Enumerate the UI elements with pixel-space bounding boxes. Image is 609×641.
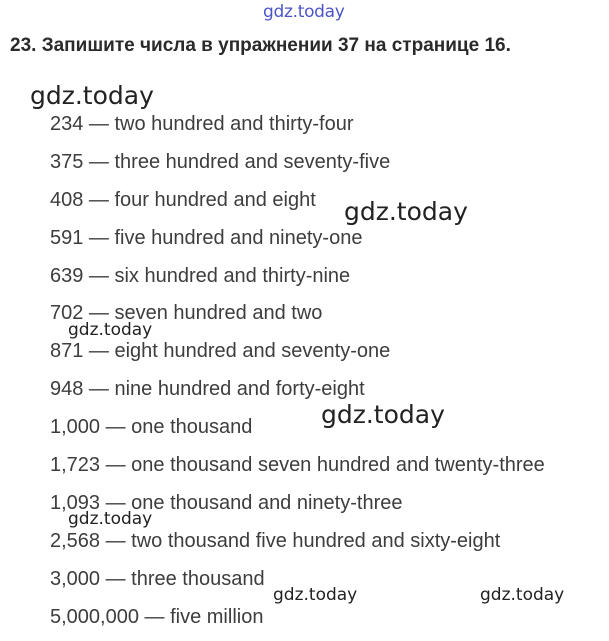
list-item: 702 — seven hundred and two [50, 302, 323, 325]
watermark: gdz.today [480, 585, 565, 605]
watermark: gdz.today [68, 320, 153, 340]
watermark: gdz.today [68, 509, 153, 529]
list-item: 1,093 — one thousand and ninety-three [50, 491, 403, 514]
list-item: 2,568 — two thousand five hundred and sixty-eight [50, 529, 501, 552]
list-item: 375 — three hundred and seventy-five [50, 150, 391, 173]
number-list [50, 111, 545, 641]
list-item: 408 — four hundred and eight [50, 188, 316, 211]
exercise-title: 23. Запишите числа в упражнении 37 на странице 16. [10, 35, 511, 56]
list-item: 948 — nine hundred and forty-eight [50, 378, 365, 401]
watermark: gdz.today [321, 400, 445, 429]
list-item: 1,723 — one thousand seven hundred and twenty-three [50, 454, 545, 477]
list-item: 591 — five hundred and ninety-one [50, 226, 363, 249]
list-item: 5,000,000 — five million [50, 605, 264, 628]
watermark-top: gdz.today [263, 2, 345, 22]
list-item: 234 — two hundred and thirty-four [50, 113, 354, 135]
watermark: gdz.today [30, 81, 154, 110]
list-item: 639 — six hundred and thirty-nine [50, 264, 351, 287]
watermark: gdz.today [344, 197, 468, 226]
list-item: 3,000 — three thousand [50, 567, 265, 590]
list-item: 871 — eight hundred and seventy-one [50, 340, 391, 363]
watermark: gdz.today [273, 585, 358, 605]
list-item: 1,000 — one thousand [50, 416, 253, 439]
